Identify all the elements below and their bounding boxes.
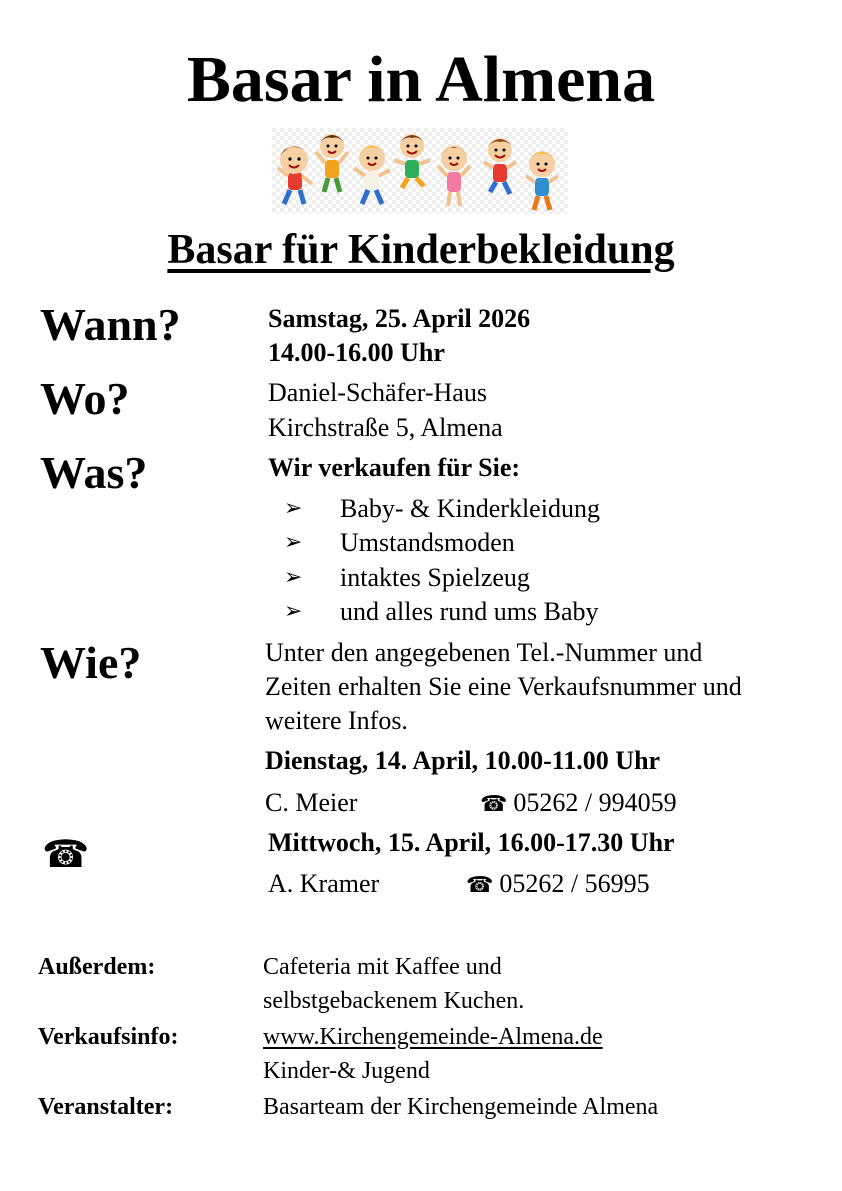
contact-phone bbox=[466, 869, 650, 899]
ausserdem-label: Außerdem: bbox=[38, 954, 156, 980]
wann-date: Samstag, 25. April 2026 bbox=[268, 304, 531, 333]
contact-name: A. Kramer bbox=[268, 869, 380, 898]
verkaufsinfo-line2: Kinder-& Jugend bbox=[263, 1058, 430, 1084]
contact-day: Mittwoch, 15. April, 16.00-17.30 Uhr bbox=[268, 828, 675, 857]
wie-text-line: weitere Infos. bbox=[265, 706, 408, 735]
bullet-arrow-icon: ➢ bbox=[284, 495, 303, 520]
wo-line1: Daniel-Schäfer-Haus bbox=[268, 378, 487, 407]
page-title: Basar in Almena bbox=[186, 43, 656, 116]
verkaufsinfo-label: Verkaufsinfo: bbox=[38, 1024, 179, 1050]
telephone-icon: ☎ bbox=[480, 791, 508, 816]
page-subtitle: Basar für Kinderbekleidung bbox=[167, 227, 675, 273]
was-label: Was? bbox=[40, 447, 148, 498]
wie-text-line: Zeiten erhalten Sie eine Verkaufsnummer und bbox=[265, 672, 742, 701]
contact-phone bbox=[480, 788, 677, 818]
veranstalter-label: Veranstalter: bbox=[38, 1094, 174, 1120]
wann-label: Wann? bbox=[40, 299, 181, 350]
list-item: Baby- & Kinderkleidung bbox=[340, 494, 600, 523]
contact-phone-number: 05262 / 56995 bbox=[499, 869, 650, 898]
bullet-arrow-icon: ➢ bbox=[284, 564, 303, 589]
contact-name: C. Meier bbox=[265, 788, 358, 817]
wann-time: 14.00-16.00 Uhr bbox=[268, 338, 445, 367]
wie-text-line: Unter den angegebenen Tel.-Nummer und bbox=[265, 638, 703, 667]
was-heading: Wir verkaufen für Sie: bbox=[268, 453, 521, 482]
wie-label: Wie? bbox=[40, 637, 142, 688]
bullet-arrow-icon: ➢ bbox=[284, 598, 303, 623]
telephone-icon: ☎ bbox=[42, 834, 90, 876]
children-illustration bbox=[272, 128, 568, 214]
list-item: Umstandsmoden bbox=[340, 528, 515, 557]
ausserdem-line2: selbstgebackenem Kuchen. bbox=[263, 988, 525, 1014]
website-link[interactable]: www.Kirchengemeinde-Almena.de bbox=[263, 1024, 603, 1050]
ausserdem-line1: Cafeteria mit Kaffee und bbox=[263, 954, 502, 980]
telephone-icon: ☎ bbox=[466, 872, 494, 897]
wo-label: Wo? bbox=[40, 373, 130, 424]
bullet-arrow-icon: ➢ bbox=[284, 529, 303, 554]
list-item: und alles rund ums Baby bbox=[340, 597, 599, 626]
list-item: intaktes Spielzeug bbox=[340, 563, 530, 592]
contact-day: Dienstag, 14. April, 10.00-11.00 Uhr bbox=[265, 746, 661, 775]
wo-line2: Kirchstraße 5, Almena bbox=[268, 413, 503, 442]
veranstalter-text: Basarteam der Kirchengemeinde Almena bbox=[263, 1094, 659, 1120]
contact-phone-number: 05262 / 994059 bbox=[513, 788, 677, 817]
